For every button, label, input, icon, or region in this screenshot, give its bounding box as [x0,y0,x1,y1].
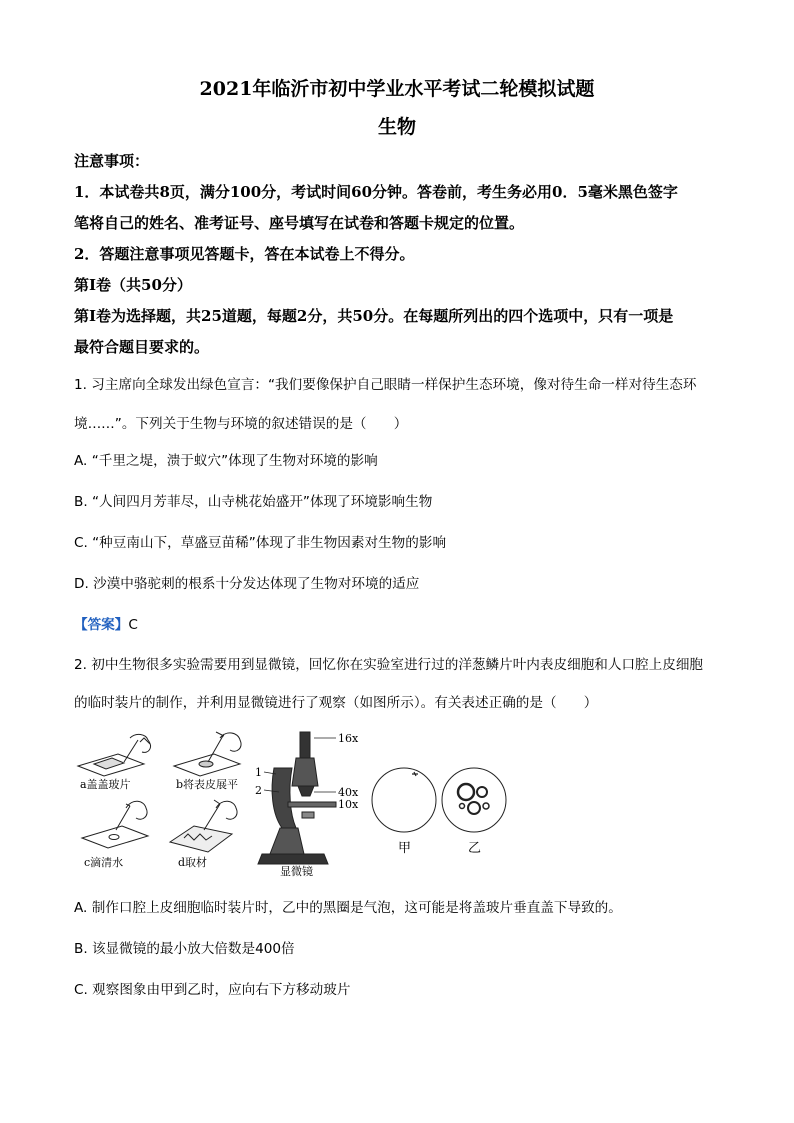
q2-option-b: B. 该显微镜的最小放大倍数是400倍 [74,941,295,957]
part-2-label: 2 [255,784,262,797]
notice-item1-line2: 笔将自己的姓名、准考证号、座号填写在试卷和答题卡规定的位置。 [74,214,525,232]
part-1-label: 1 [255,766,262,779]
notice-item1-line1: 1．本试卷共8页，满分100分，考试时间60分钟。答卷前，考生务必用0．5毫米黑色签字 [74,183,678,201]
step-a-illustration [78,734,150,776]
q2-option-c: C. 观察图象由甲到乙时，应向右下方移动玻片 [74,982,351,998]
subject-title: 生物 [377,116,416,138]
q1-answer [74,613,734,633]
microscope-caption: 显微镜 [280,865,313,878]
exam-title: 2021年临沂市初中学业水平考试二轮模拟试题 [199,78,595,100]
notice-heading: 注意事项： [74,152,150,170]
q1-option-d: D. 沙漠中骆驼刺的根系十分发达体现了生物对环境的适应 [74,576,420,592]
section-heading: 第I卷（共50分） [74,276,192,294]
view-yi-label: 乙 [468,841,482,856]
step-a-label: a盖盖玻片 [80,778,131,791]
section-desc-line1: 第I卷为选择题，共25道题，每题2分，共50分。在每题所列出的四个选项中，只有一项是 [74,307,674,325]
view-jia [372,768,436,832]
view-jia-label: 甲 [398,841,412,856]
objective-low-label: 10x [338,798,359,811]
q2-stem-line1: 2. 初中生物很多实验需要用到显微镜，回忆你在实验室进行过的洋葱鳞片叶内表皮细胞和人口腔上皮细胞 [74,657,704,673]
q1-option-b: B. “人间四月芳菲尽，山寺桃花始盛开”体现了环境影响生物 [74,494,433,510]
step-c-label: c滴清水 [84,856,124,869]
q2-figure [74,730,514,878]
notice-item2: 2．答题注意事项见答题卡，答在本试卷上不得分。 [74,245,415,263]
step-b-label: b将表皮展平 [176,778,239,791]
eyepiece-label: 16x [338,732,359,745]
q1-stem-line1: 1. 习主席向全球发出绿色宣言：“我们要像保护自己眼睛一样保护生态环境，像对待生命一样对待生态环 [74,377,697,393]
q1-option-a: A. “千里之堤，溃于蚁穴”体现了生物对环境的影响 [74,453,378,469]
answer-value: C [128,617,138,633]
q2-option-a: A. 制作口腔上皮细胞临时装片时，乙中的黑圈是气泡，这可能是将盖玻片垂直盖下导致的。 [74,900,622,916]
step-d-illustration [170,800,237,852]
q1-stem-line2: 境……”。下列关于生物与环境的叙述错误的是（ ） [74,416,408,432]
answer-label: 【答案】 [74,617,129,633]
q1-option-c: C. “种豆南山下，草盛豆苗稀”体现了非生物因素对生物的影响 [74,535,447,551]
step-b-illustration [174,732,241,776]
objective-high-label: 40x [338,786,359,799]
step-d-label: d取材 [178,856,208,869]
microscope-illustration [258,732,336,864]
q2-stem-line2: 的临时装片的制作，并利用显微镜进行了观察（如图所示）。有关表述正确的是（ ） [74,695,598,711]
step-c-illustration [82,801,148,848]
section-desc-line2: 最符合题目要求的。 [74,338,210,356]
view-yi [442,768,506,832]
